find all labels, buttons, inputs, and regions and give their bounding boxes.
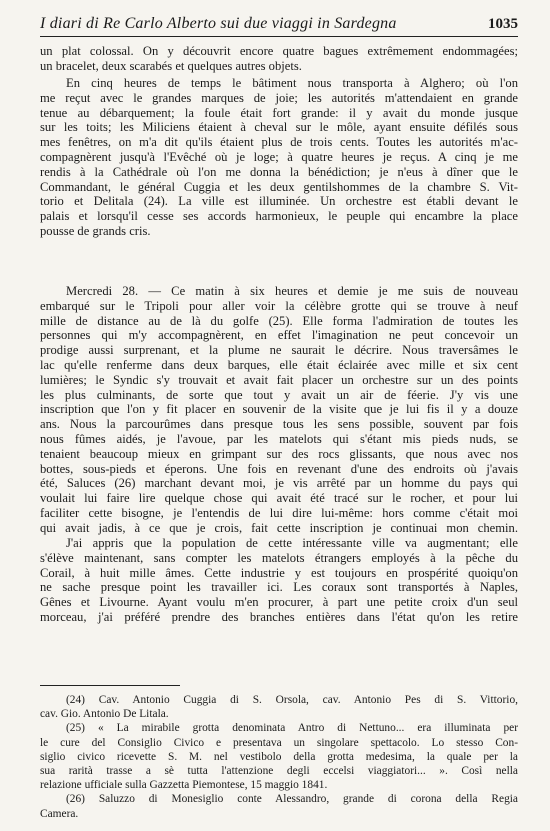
text-line: En cinq heures de temps le bâtiment nous transporta à Alghero; où l'on — [66, 76, 518, 90]
text-line: faciliter cette bisogne, je l'entendis de lui dire lui-même: hors comme c'était moi — [40, 505, 518, 520]
footnote-divider — [40, 685, 180, 686]
running-header-title: I diari di Re Carlo Alberto sui due viaggi in Sardegna — [40, 15, 397, 32]
page-number: 1035 — [488, 16, 518, 32]
text-line: été, Saluces (26) marchant devant moi, je vis arrêté par un homme du pays qui — [40, 476, 518, 491]
text-line: tenaient beaucoup mieux en grimpant sur des rocs glissants, que nous avec nos — [40, 446, 518, 461]
footnote-line: (25) « La mirabile grotta denominata Antro di Nettuno... era illuminata per — [66, 722, 518, 735]
footnote-line: sua rarità trasse a sè tutta l'attenzione degli eccelsi viaggiatori... ». Così nella — [40, 764, 518, 777]
text-line: compagnèrent jusqu'à l'Evêché où je loge; à quatre heures je reçus. A cinq je me — [40, 149, 518, 164]
text-line: mes fenêtres, on m'a dit qu'ils étaient plus de trois cents. Toutes les autorités m'ac- — [40, 135, 518, 150]
text-line: un plat colossal. On y découvrit encore quatre bagues extrêmement endommagées; — [40, 44, 518, 58]
text-line: ne sache presque point les travailler ici. Les coraux sont transportés à Naples, — [40, 580, 518, 595]
text-line: Corail, à huit mille âmes. Cette industrie y est toujours en prospérité quoiqu'on — [40, 565, 518, 580]
text-line: un bracelet, deux scarabés et quelques autres objets. — [40, 58, 302, 73]
text-line: voulait lui faire lire quelque chose qui avait été tracé sur le rocher, et pour lui — [40, 491, 518, 506]
text-line: palais et lorsqu'il cesse ses accords harmonieux, le peuple qui encambre la place — [40, 209, 518, 224]
running-header — [40, 10, 518, 37]
text-line: morceau, j'ai préféré prendre des branches entières dans l'état qu'on les retire — [40, 609, 518, 624]
footnote-line: (24) Cav. Antonio Cuggia di S. Orsola, cav. Antonio Pes di S. Vittorio, — [66, 694, 518, 706]
text-line: qui avait jadis, à ce que je crois, fait cette inscription je continuai mon chemin. — [40, 520, 518, 535]
text-line: Mercredi 28. — Ce matin à six heures et demie je me suis de nouveau — [66, 284, 518, 298]
footnote-line: Camera. — [40, 807, 79, 820]
text-line: les plus culminants, de sorte que tout y avait un air de féerie. J'y vis une — [40, 387, 518, 402]
text-line: lac qu'elle renferme dans deux barques, elle était éclairée avec mille et six cent — [40, 357, 518, 372]
text-line: prodige aussi surprenant, et la plume ne saurait le décrire. Nous traversâmes le — [40, 343, 518, 358]
footnote-line: (26) Saluzzo di Monesiglio conte Alessandro, grande di corona della Regia — [66, 793, 518, 806]
text-line: lumières; le Syndic s'y trouvait et avait fait placer un orchestre sur un des points — [40, 372, 518, 387]
paragraph-4 — [40, 536, 518, 625]
footnote-line: cav. Gio. Antonio De Litala. — [40, 708, 169, 721]
footnote-line: le cure del Consiglio Civico e presentava un singolare spettacolo. Lo stesso Con- — [40, 736, 518, 749]
footnotes — [40, 693, 518, 821]
text-line: pousse de grands cris. — [40, 223, 151, 238]
text-line: Gênes et Livourne. Ayant voulu m'en procurer, à part une petite croix d'un seul — [40, 595, 518, 610]
text-line: bottes, sous-pieds et éperons. Une fois en revenant d'une des endroits où j'avais — [40, 461, 518, 476]
text-line: personnes qui m'y accompagnèrent, en effet l'imagination ne peut concevoir un — [40, 328, 518, 343]
text-line: s'élève maintenant, sans compter les matelots étrangers employés à la pêche du — [40, 550, 518, 565]
text-line: embarqué sur le Tripoli pour aller voir la célèbre grotte qui se trouve à neuf — [40, 298, 518, 313]
paragraph-2 — [40, 76, 518, 239]
text-line: nous fûmes aidés, je l'avoue, par les matelots qui s'étant mis pieds nuds, se — [40, 431, 518, 446]
footnote-line: siglio civico ricevette S. M. nel vestibolo della grotta medesima, la quale per la — [40, 750, 518, 763]
text-line: rendis à la Cathédrale où l'on me donna la bénédiction; je n'eus à dîner que le — [40, 164, 518, 179]
text-line: me reçut avec le grandes marques de joie; les autorités m'attendaient en grande — [40, 90, 518, 105]
text-line: torio et Delitala (24). La ville est illuminée. Un orchestre est établi devant le — [40, 194, 518, 209]
paragraph-3 — [40, 284, 518, 536]
paragraph-1 — [40, 44, 518, 74]
text-line: tenue au débarquement; la foule était fort grande: il y avait du monde jusque — [40, 105, 518, 120]
text-line: Commandant, le général Cuggia et les deux gentilshommes de la chambre S. Vit- — [40, 179, 518, 194]
footnote-line: relazione ufficiale sulla Gazzetta Piemontese, 15 maggio 1841. — [40, 779, 328, 792]
text-line: mille de distance au de là du golfe (25). Elle forma l'admiration de toutes les — [40, 313, 518, 328]
text-line: ans. Nous la parcourûmes dans presque tous les sens possible, souvent par fois — [40, 417, 518, 432]
text-line: inscription que l'on y fit placer en souvenir de la visite que je lui fis il y a douze — [40, 402, 518, 417]
text-line: sur les toits; les Miliciens étaient à cheval sur le môle, ayant ensuite défilés sous — [40, 120, 518, 135]
text-line: J'ai appris que la population de cette intéressante ville va augmentant; elle — [66, 536, 518, 550]
